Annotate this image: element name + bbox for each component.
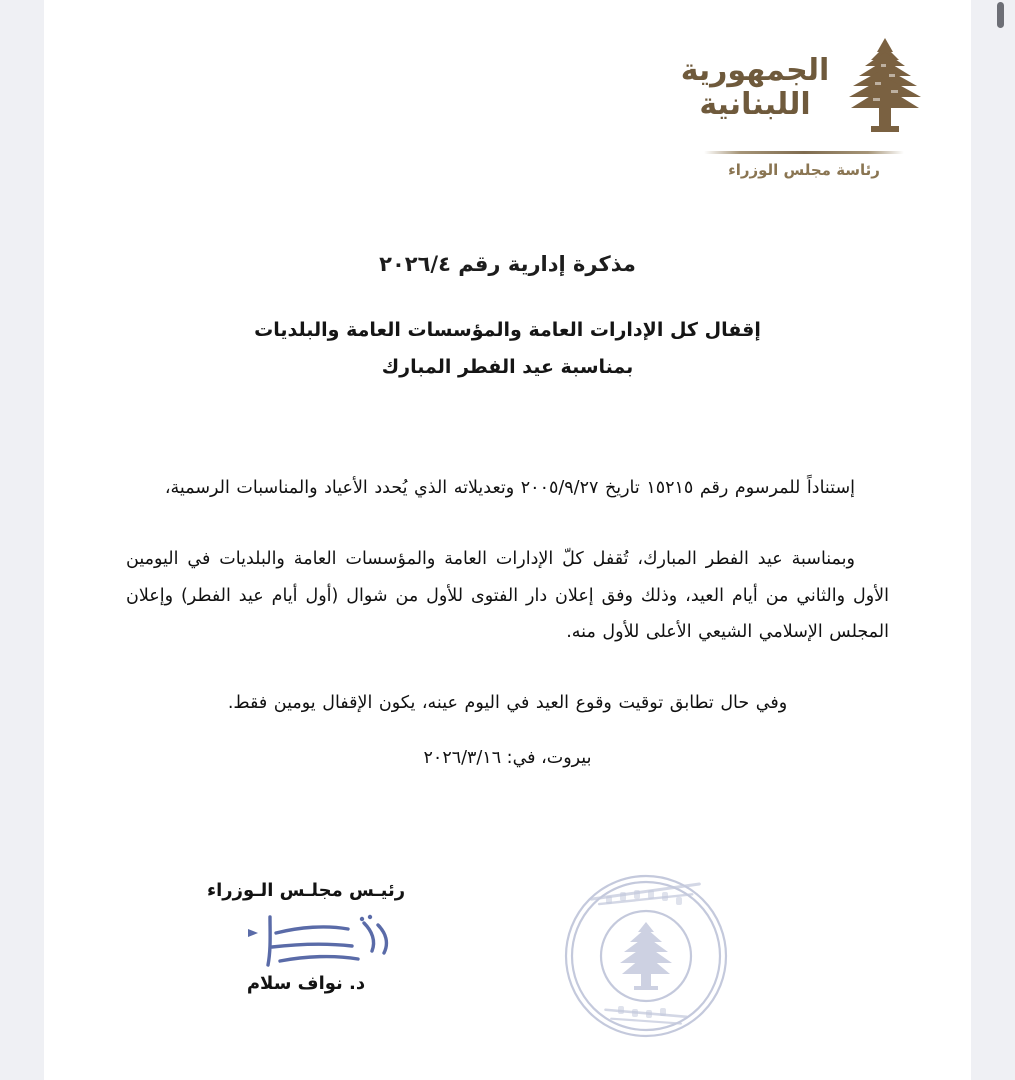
dateline: بيروت، في: ٢٠٢٦/٣/١٦ xyxy=(423,747,592,768)
letterhead xyxy=(44,34,971,194)
signature-block xyxy=(181,880,431,994)
memo-subject xyxy=(44,312,971,386)
memo-number: مذكرة إدارية رقم ٢٠٢٦/٤ xyxy=(379,252,636,276)
republic-line-2: اللبنانية xyxy=(699,87,811,122)
vertical-scrollbar-track[interactable] xyxy=(1007,0,1015,1080)
vertical-scrollbar-thumb[interactable] xyxy=(997,2,1004,28)
memo-body xyxy=(44,470,971,768)
body-paragraph-2: وبمناسبة عيد الفطر المبارك، تُقفل كلّ الإدارات العامة والمؤسسات العامة والبلديات في اليومين الأول والثاني من أيام العيد، وذلك وفق إعلان دار الفتوى للأول من شوال (أول أيام عيد الفطر) وإعلان المجلس الإسلامي الشيعي الأعلى للأول منه. xyxy=(126,548,889,643)
letterhead-divider xyxy=(704,151,904,154)
official-seal-icon xyxy=(554,866,739,1051)
handwritten-signature xyxy=(196,903,416,975)
body-paragraph-1: إستناداً للمرسوم رقم ١٥٢١٥ تاريخ ٢٠٠٥/٩/٢٧ وتعديلاته الذي يُحدد الأعياد والمناسبات الرسمية، xyxy=(164,478,855,498)
letterhead-subtitle: رئاسة مجلس الوزراء xyxy=(728,161,880,179)
cedar-tree-icon xyxy=(843,34,927,142)
memo-subject-line-2: بمناسبة عيد الفطر المبارك xyxy=(381,356,634,379)
memo-subject-line-1: إقفال كل الإدارات العامة والمؤسسات العامة والبلديات xyxy=(254,319,761,341)
signatory-title: رئيـس مجلـس الـوزراء xyxy=(206,880,406,901)
republic-line-1: الجمهورية xyxy=(680,53,830,89)
body-paragraph-3: وفي حال تطابق توقيت وقوع العيد في اليوم عينه، يكون الإقفال يومين فقط. xyxy=(227,693,788,713)
republic-name-calligraphy xyxy=(681,54,830,121)
signatory-name: د. نواف سلام xyxy=(246,973,366,994)
document-page xyxy=(44,0,971,1080)
